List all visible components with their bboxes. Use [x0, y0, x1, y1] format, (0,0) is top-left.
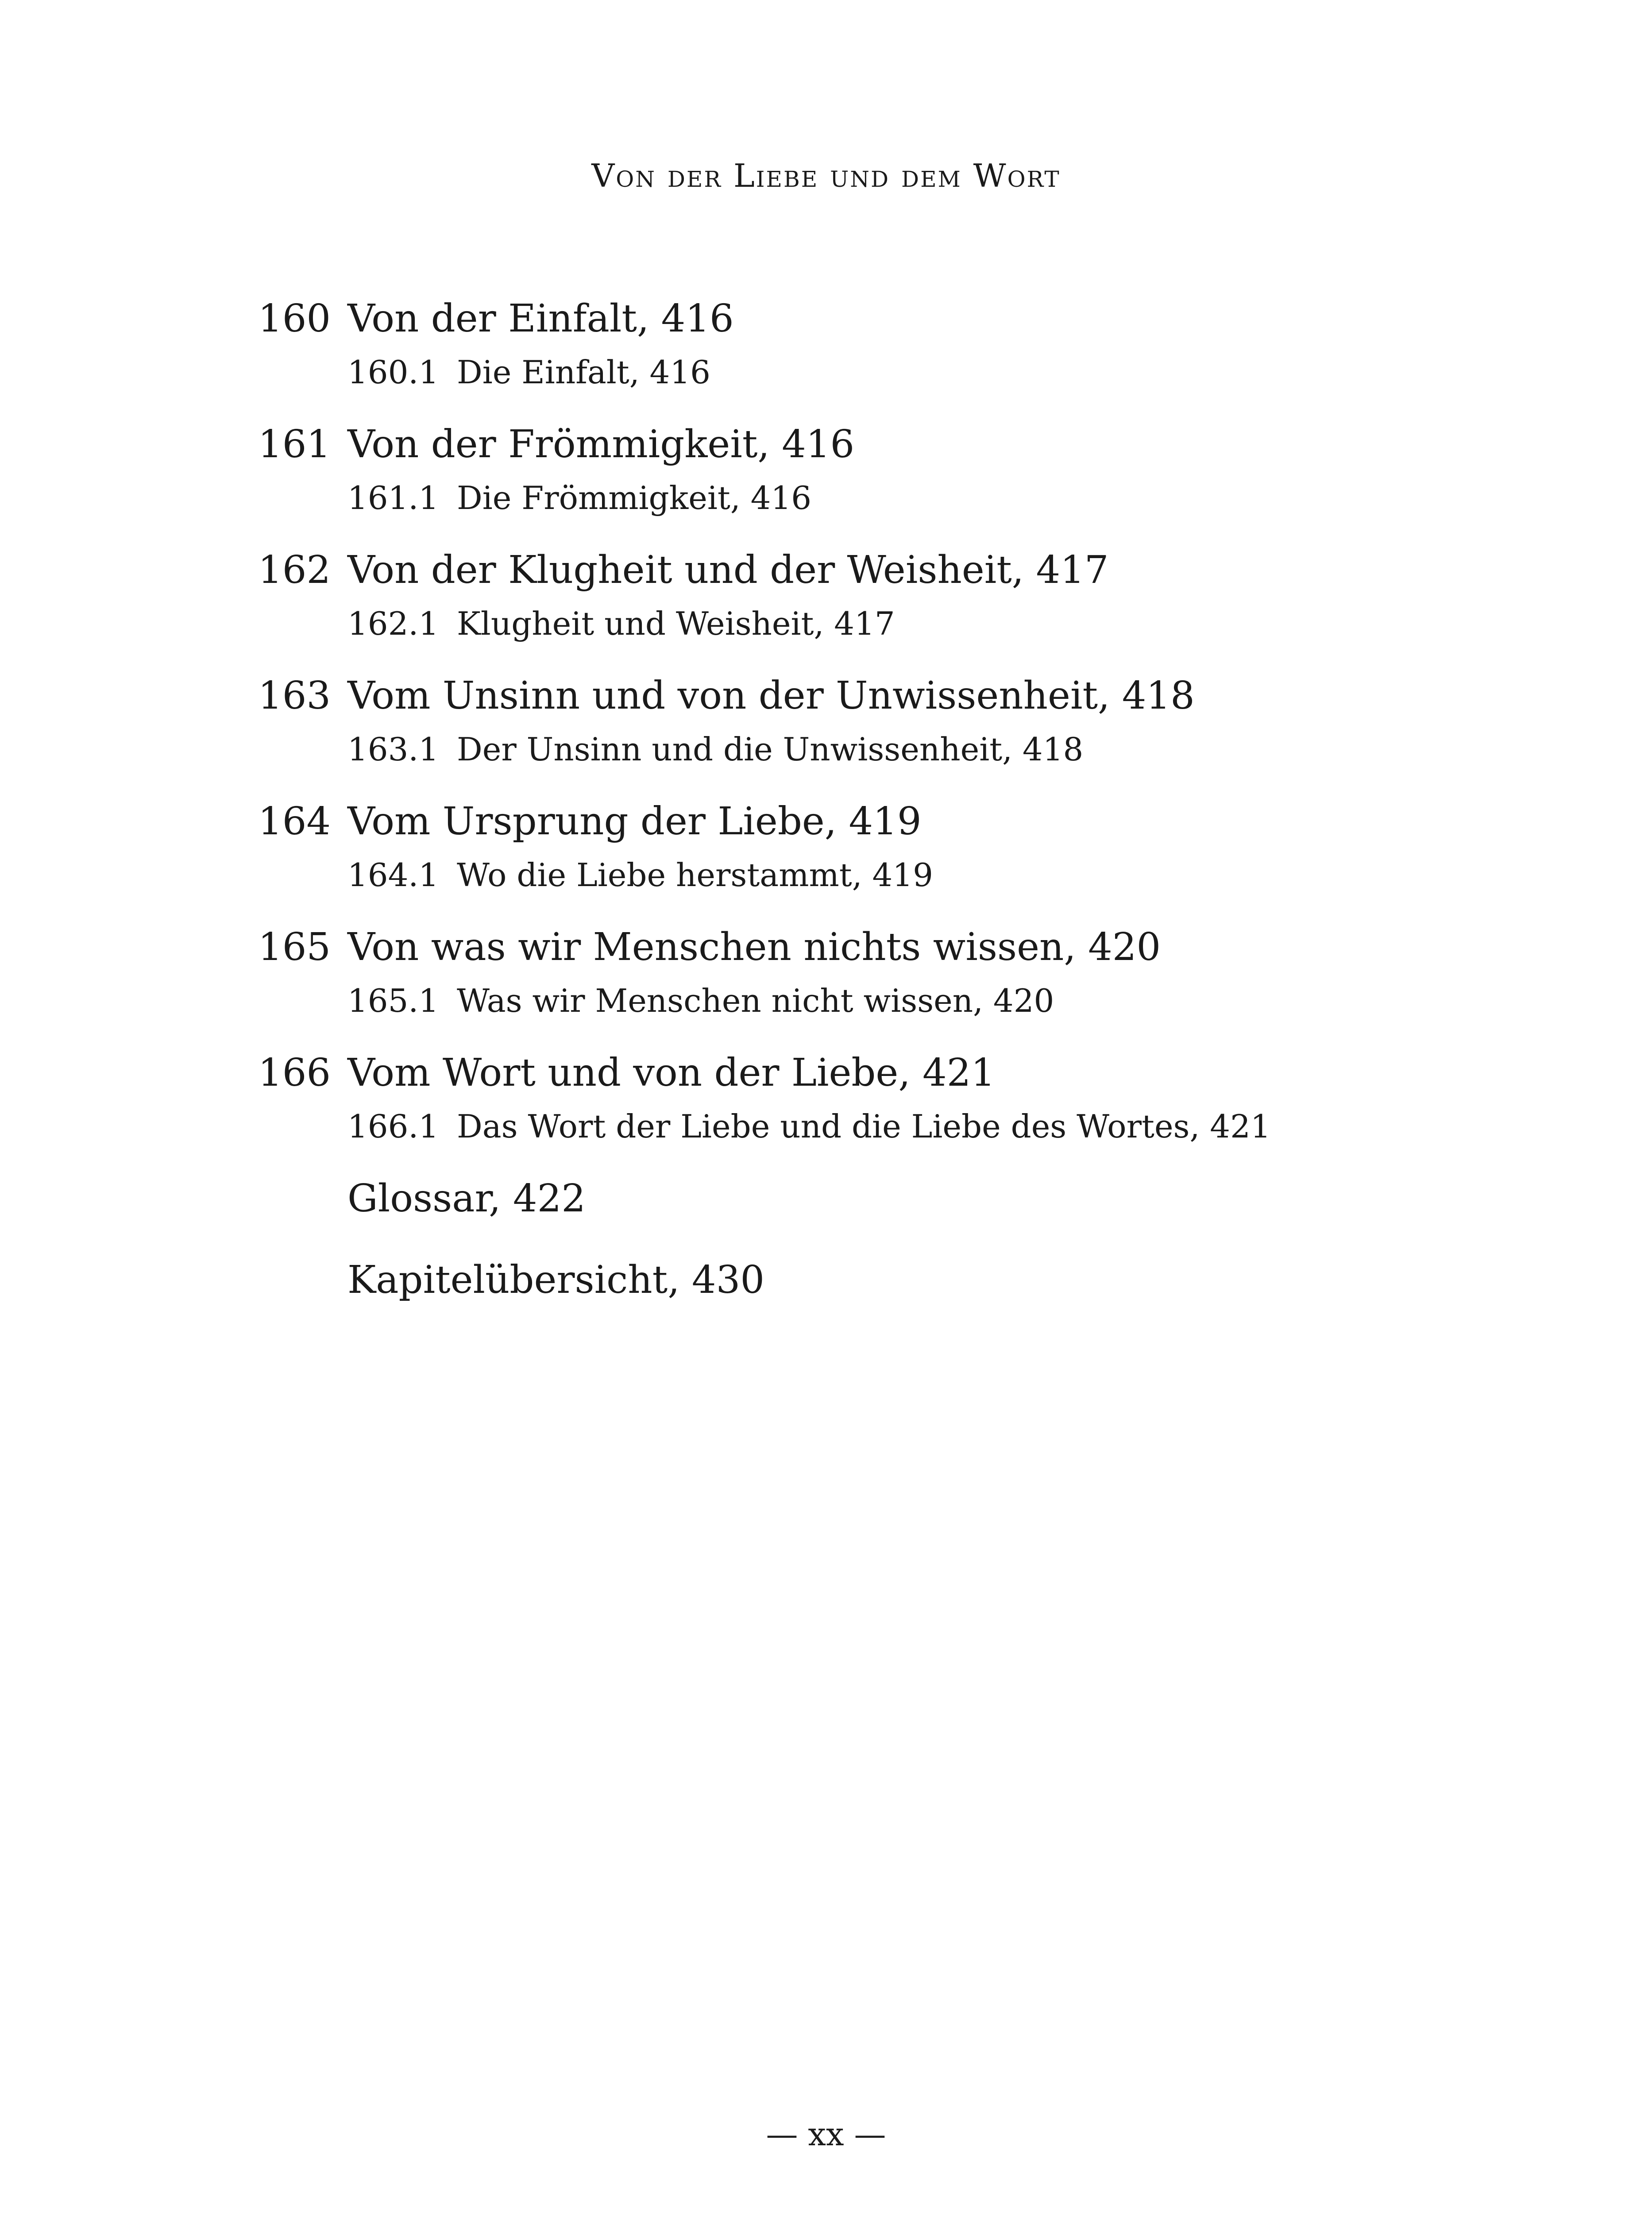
page-number: — xx —: [766, 2116, 886, 2153]
subchapter-number: 164.1: [347, 856, 439, 894]
chapter-number: 160: [258, 297, 331, 341]
subchapter-title: Das Wort der Liebe und die Liebe des Wortes, 421: [457, 1108, 1271, 1145]
chapter-title: Von der Klugheit und der Weisheit, 417: [347, 548, 1109, 592]
chapter-number: 163: [258, 674, 331, 718]
subchapter-number: 165.1: [347, 982, 439, 1019]
chapter-title: Von der Frömmigkeit, 416: [347, 422, 855, 467]
toc-chapter-164: [0, 786, 1652, 897]
chapter-title: Vom Wort und von der Liebe, 421: [347, 1051, 996, 1095]
toc-chapter-163: [0, 660, 1652, 771]
subchapter-row: [0, 1104, 1652, 1148]
appendix-title: Kapitelübersicht, 430: [347, 1258, 765, 1302]
chapter-row: [0, 535, 1652, 601]
chapter-row: [0, 1037, 1652, 1104]
chapter-number: 162: [258, 548, 331, 592]
subchapter-title: Der Unsinn und die Unwissenheit, 418: [457, 731, 1084, 768]
subchapter-number: 162.1: [347, 605, 439, 642]
subchapter-title: Die Einfalt, 416: [457, 354, 710, 391]
toc-chapter-161: [0, 409, 1652, 520]
toc-chapter-166: [0, 1037, 1652, 1148]
subchapter-row: [0, 727, 1652, 771]
subchapter-row: [0, 978, 1652, 1022]
chapter-title: Von der Einfalt, 416: [347, 297, 734, 341]
subchapter-title: Was wir Menschen nicht wissen, 420: [457, 982, 1054, 1019]
chapter-title: Vom Ursprung der Liebe, 419: [347, 799, 922, 844]
subchapter-title: Wo die Liebe herstammt, 419: [457, 856, 933, 894]
chapter-title: Vom Unsinn und von der Unwissenheit, 418: [347, 674, 1195, 718]
chapter-row: [0, 786, 1652, 852]
subchapter-title: Klugheit und Weisheit, 417: [457, 605, 895, 642]
table-of-contents: [0, 283, 1652, 1326]
subchapter-title: Die Frömmigkeit, 416: [457, 479, 812, 517]
chapter-number: 165: [258, 925, 331, 969]
subchapter-row: [0, 350, 1652, 394]
chapter-title: Von was wir Menschen nichts wissen, 420: [347, 925, 1161, 969]
subchapter-row: [0, 475, 1652, 520]
chapter-number: 161: [258, 422, 331, 467]
subchapter-number: 163.1: [347, 731, 439, 768]
chapter-row: [0, 912, 1652, 978]
toc-chapter-162: [0, 535, 1652, 645]
subchapter-number: 160.1: [347, 354, 439, 391]
chapter-number: 166: [258, 1051, 331, 1095]
toc-chapter-160: [0, 283, 1652, 394]
running-head: Von der Liebe und dem Wort: [591, 157, 1061, 194]
chapter-row: [0, 660, 1652, 727]
subchapter-row: [0, 601, 1652, 645]
chapter-number: 164: [258, 799, 331, 844]
subchapter-number: 166.1: [347, 1108, 439, 1145]
toc-appendix-chapter-overview: [0, 1245, 1652, 1311]
toc-appendix-glossary: [0, 1163, 1652, 1230]
subchapter-number: 161.1: [347, 479, 439, 517]
subchapter-row: [0, 852, 1652, 897]
toc-chapter-165: [0, 912, 1652, 1022]
appendix-title: Glossar, 422: [347, 1176, 586, 1221]
chapter-row: [0, 283, 1652, 350]
chapter-row: [0, 409, 1652, 475]
